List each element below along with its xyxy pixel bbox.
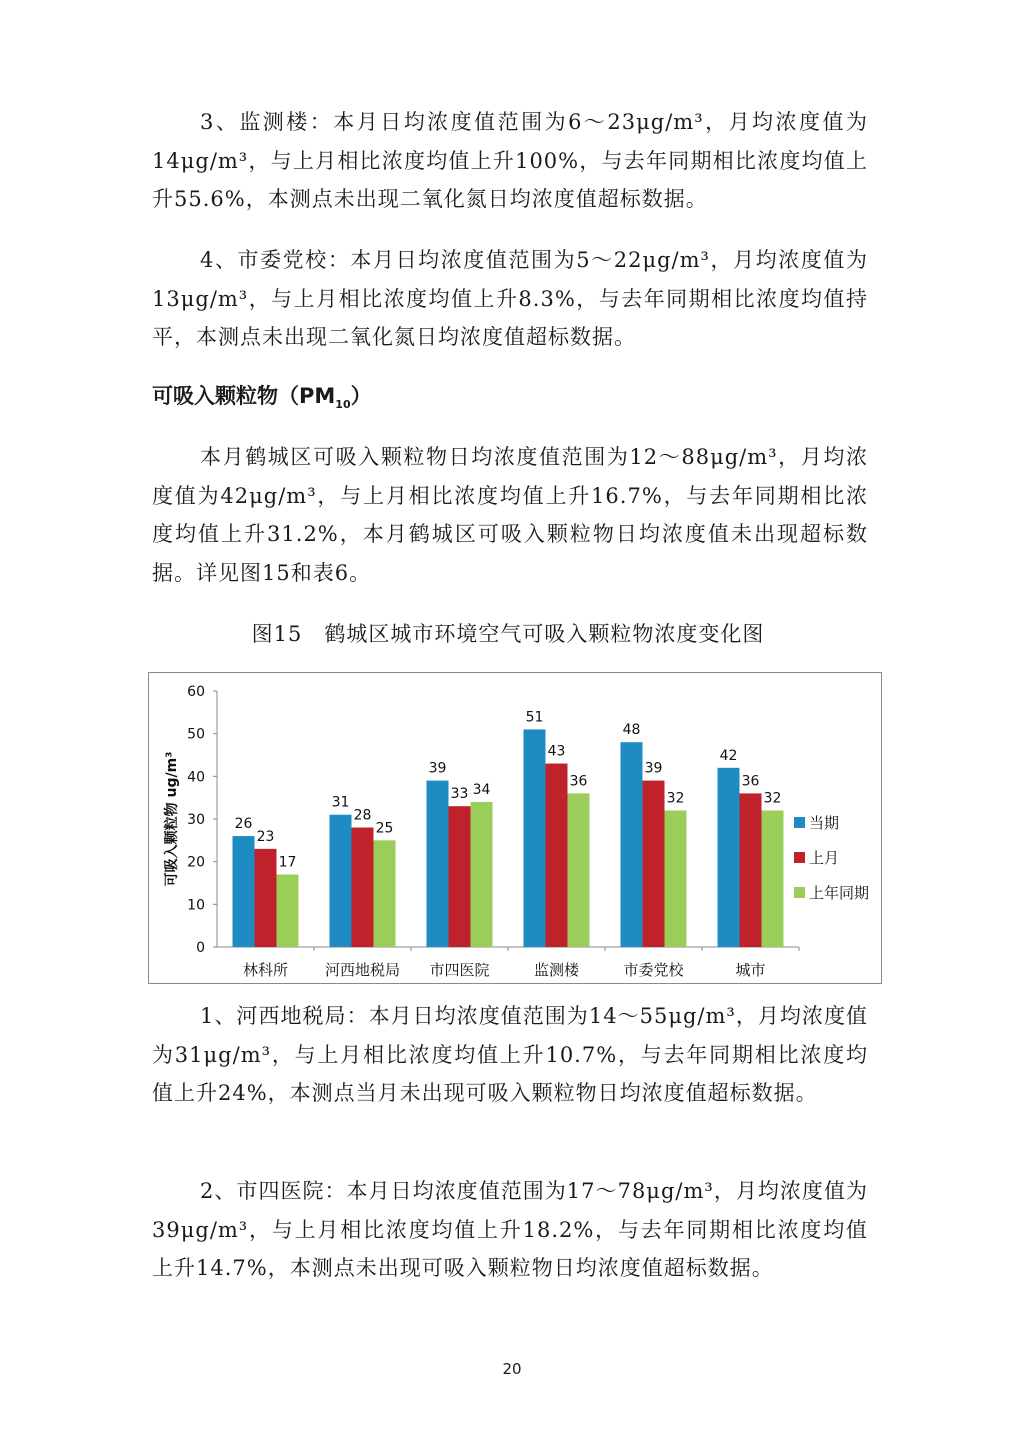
legend-label: 上月 — [809, 849, 840, 867]
data-label: 31 — [331, 794, 350, 811]
bar — [665, 810, 687, 947]
y-tick-label: 60 — [187, 684, 205, 700]
bar — [643, 781, 665, 947]
y-tick-label: 40 — [187, 769, 205, 786]
bar — [621, 742, 643, 947]
bar — [740, 793, 762, 947]
data-label: 32 — [763, 790, 782, 807]
bar — [524, 729, 546, 947]
data-label: 51 — [525, 709, 544, 726]
chart-canvas — [149, 673, 883, 985]
bar — [352, 828, 374, 947]
bar — [427, 781, 449, 947]
paragraph-district-summary: 本月鹤城区可吸入颗粒物日均浓度值范围为12～88μg/m³，月均浓度值为42μg/m³，与上月相比浓度均值上升16.7%，与去年同期相比浓度均值上升31.2%，本月鹤城区可吸入颗粒物日均浓度值未出现超标数据。详见图15和表6。 — [152, 445, 868, 585]
data-label: 34 — [472, 781, 491, 798]
category-label: 城市 — [735, 961, 766, 979]
bar — [277, 874, 299, 947]
data-label: 39 — [644, 760, 663, 777]
category-label: 林科所 — [242, 961, 289, 979]
section-heading — [152, 380, 372, 421]
category-label: 河西地税局 — [324, 961, 401, 979]
legend-label: 当期 — [809, 814, 840, 832]
category-label: 市委党校 — [623, 961, 684, 979]
legend-swatch — [794, 852, 805, 863]
bar — [546, 764, 568, 947]
bar — [374, 840, 396, 947]
data-label: 43 — [547, 743, 566, 760]
figure-caption: 图15 鹤城区城市环境空气可吸入颗粒物浓度变化图 — [251, 622, 765, 646]
y-tick-label: 30 — [187, 812, 205, 828]
bar — [718, 768, 740, 947]
data-label: 25 — [375, 820, 394, 837]
legend-swatch — [794, 887, 805, 898]
category-label: 市四医院 — [429, 961, 490, 979]
paragraph-party-school: 4、市委党校：本月日均浓度值范围为5～22μg/m³，月均浓度值为13μg/m³，与上月相比浓度均值上升8.3%，与去年同期相比浓度均值持平，本测点未出现二氧化氮日均浓度值超标数据。 — [152, 248, 868, 349]
y-axis-label: 可吸入颗粒物 ug/m³ — [164, 751, 180, 887]
section-heading-subscript: 10 — [335, 398, 351, 412]
page-number: 20 — [502, 1360, 522, 1378]
bar — [762, 810, 784, 947]
bar — [471, 802, 493, 947]
section-heading-text: 可吸入颗粒物（PM — [152, 384, 336, 408]
data-label: 28 — [353, 807, 372, 824]
y-tick-label: 20 — [187, 854, 205, 871]
section-heading-close: ） — [350, 384, 372, 408]
pm10-bar-chart — [148, 672, 882, 984]
data-label: 32 — [666, 790, 685, 807]
data-label: 39 — [428, 760, 447, 777]
category-label: 监测楼 — [533, 961, 580, 979]
bar — [449, 806, 471, 947]
y-tick-label: 50 — [187, 726, 205, 743]
bar — [568, 793, 590, 947]
data-label: 26 — [234, 816, 253, 833]
bar — [330, 815, 352, 947]
legend-label: 上年同期 — [809, 884, 870, 902]
data-label: 42 — [719, 747, 738, 764]
data-label: 36 — [741, 773, 760, 790]
data-label: 36 — [569, 773, 588, 790]
data-label: 33 — [450, 786, 469, 803]
data-label: 17 — [278, 854, 297, 871]
data-label: 48 — [622, 722, 641, 739]
y-tick-label: 0 — [196, 940, 205, 956]
legend-swatch — [794, 817, 805, 828]
bar — [255, 849, 277, 947]
paragraph-fourth-hospital: 2、市四医院：本月日均浓度值范围为17～78μg/m³，月均浓度值为39μg/m³，与上月相比浓度均值上升18.2%，与去年同期相比浓度均值上升14.7%，本测点未出现可吸入颗粒物日均浓度值超标数据。 — [152, 1179, 868, 1280]
data-label: 23 — [256, 828, 275, 845]
y-tick-label: 10 — [187, 897, 205, 914]
paragraph-monitoring-building: 3、监测楼：本月日均浓度值范围为6～23μg/m³，月均浓度值为14μg/m³，与上月相比浓度均值上升100%，与去年同期相比浓度均值上升55.6%，本测点未出现二氧化氮日均浓度值超标数据。 — [152, 110, 868, 211]
bar — [233, 836, 255, 947]
paragraph-hexi-tax-bureau: 1、河西地税局：本月日均浓度值范围为14～55μg/m³，月均浓度值为31μg/m³，与上月相比浓度均值上升10.7%，与去年同期相比浓度均值上升24%，本测点当月未出现可吸入颗粒物日均浓度值超标数据。 — [152, 1004, 868, 1105]
